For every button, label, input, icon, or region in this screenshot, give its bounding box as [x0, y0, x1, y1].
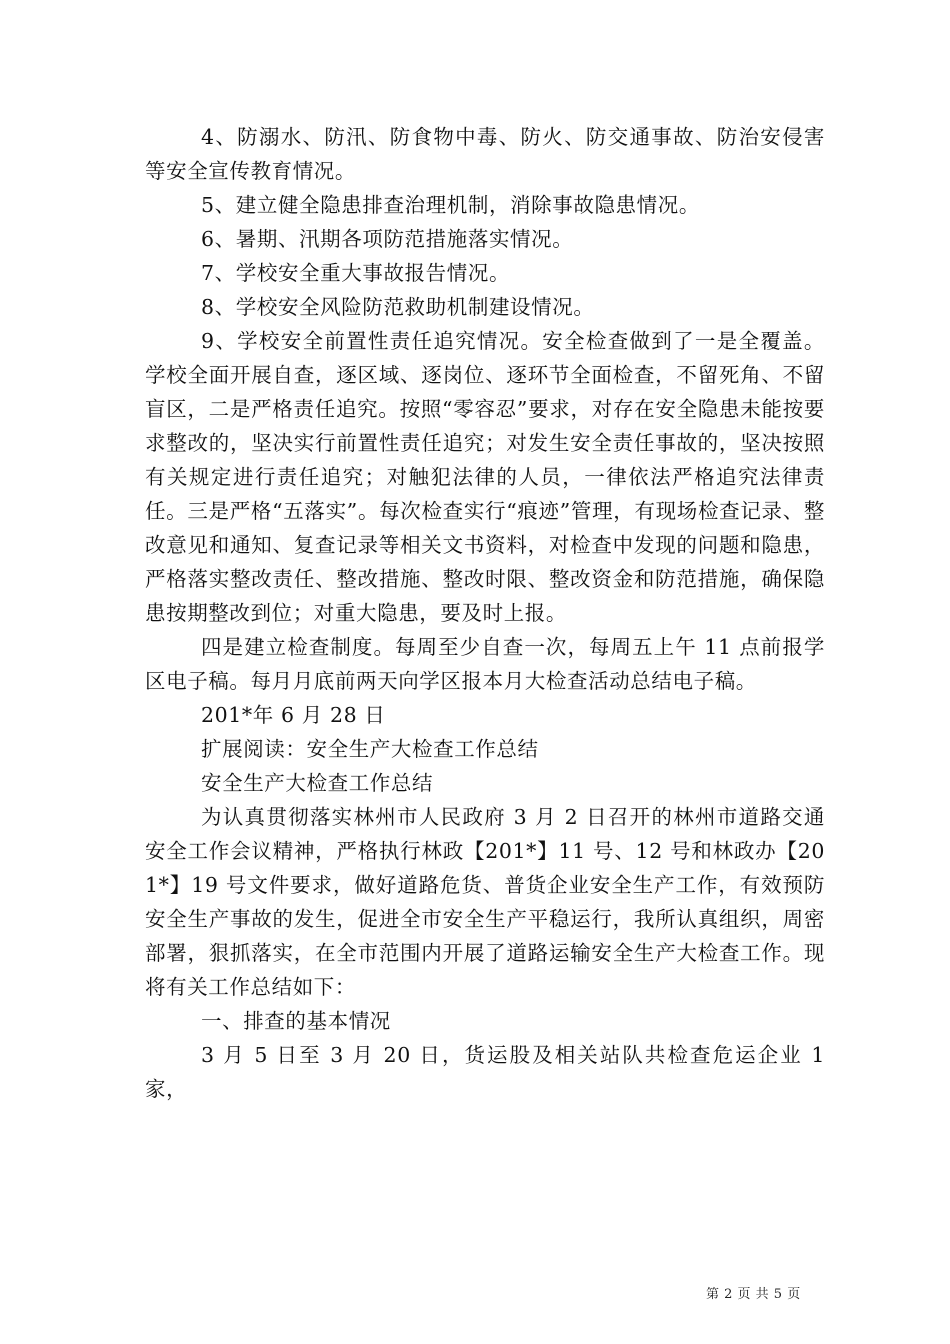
- document-body: [145, 120, 825, 1106]
- paragraph-inspection-system: 四是建立检查制度。每周至少自查一次，每周五上午 11 点前报学区电子稿。每月月底前两天向学区报本月大检查活动总结电子稿。: [145, 635, 825, 693]
- section-title: 安全生产大检查工作总结: [201, 771, 434, 795]
- paragraph-item-8: 8、学校安全风险防范救助机制建设情况。: [201, 295, 595, 319]
- paragraph-extended-reading: 扩展阅读：安全生产大检查工作总结: [201, 737, 539, 761]
- paragraph-intro: 为认真贯彻落实林州市人民政府 3 月 2 日召开的林州市道路交通安全工作会议精神，严格执行林政【201*】11 号、12 号和林政办【201*】19 号文件要求，做好道路危货、普货企业安全生产工作，有效预防安全生产事故的发生，促进全市安全生产平稳运行，我所认真组织，周密部署，狠抓落实，在全市范围内开展了道路运输安全生产大检查工作。现将有关工作总结如下：: [145, 805, 825, 999]
- page-number-footer: 第 2 页 共 5 页: [706, 1287, 801, 1302]
- paragraph-item-4: 4、防溺水、防汛、防食物中毒、防火、防交通事故、防治安侵害等安全宣传教育情况。: [145, 125, 825, 183]
- paragraph-item-5: 5、建立健全隐患排查治理机制，消除事故隐患情况。: [201, 193, 700, 217]
- section-heading-1: 一、排查的基本情况: [201, 1009, 391, 1033]
- paragraph-item-9: 9、学校安全前置性责任追究情况。安全检查做到了一是全覆盖。学校全面开展自查，逐区域、逐岗位、逐环节全面检查，不留死角、不留盲区，二是严格责任追究。按照“零容忍”要求，对存在安全隐患未能按要求整改的，坚决实行前置性责任追究；对发生安全责任事故的，坚决按照有关规定进行责任追究；对触犯法律的人员，一律依法严格追究法律责任。三是严格“五落实”。每次检查实行“痕迹”管理，有现场检查记录、整改意见和通知、复查记录等相关文书资料，对检查中发现的问题和隐患，严格落实整改责任、整改措施、整改时限、整改资金和防范措施，确保隐患按期整改到位；对重大隐患，要及时上报。: [145, 329, 825, 625]
- paragraph-inspection-details: 3 月 5 日至 3 月 20 日，货运股及相关站队共检查危运企业 1 家，: [145, 1043, 825, 1101]
- paragraph-item-7: 7、学校安全重大事故报告情况。: [201, 261, 511, 285]
- paragraph-item-6: 6、暑期、汛期各项防范措施落实情况。: [201, 227, 574, 251]
- paragraph-date: 201*年 6 月 28 日: [201, 703, 386, 727]
